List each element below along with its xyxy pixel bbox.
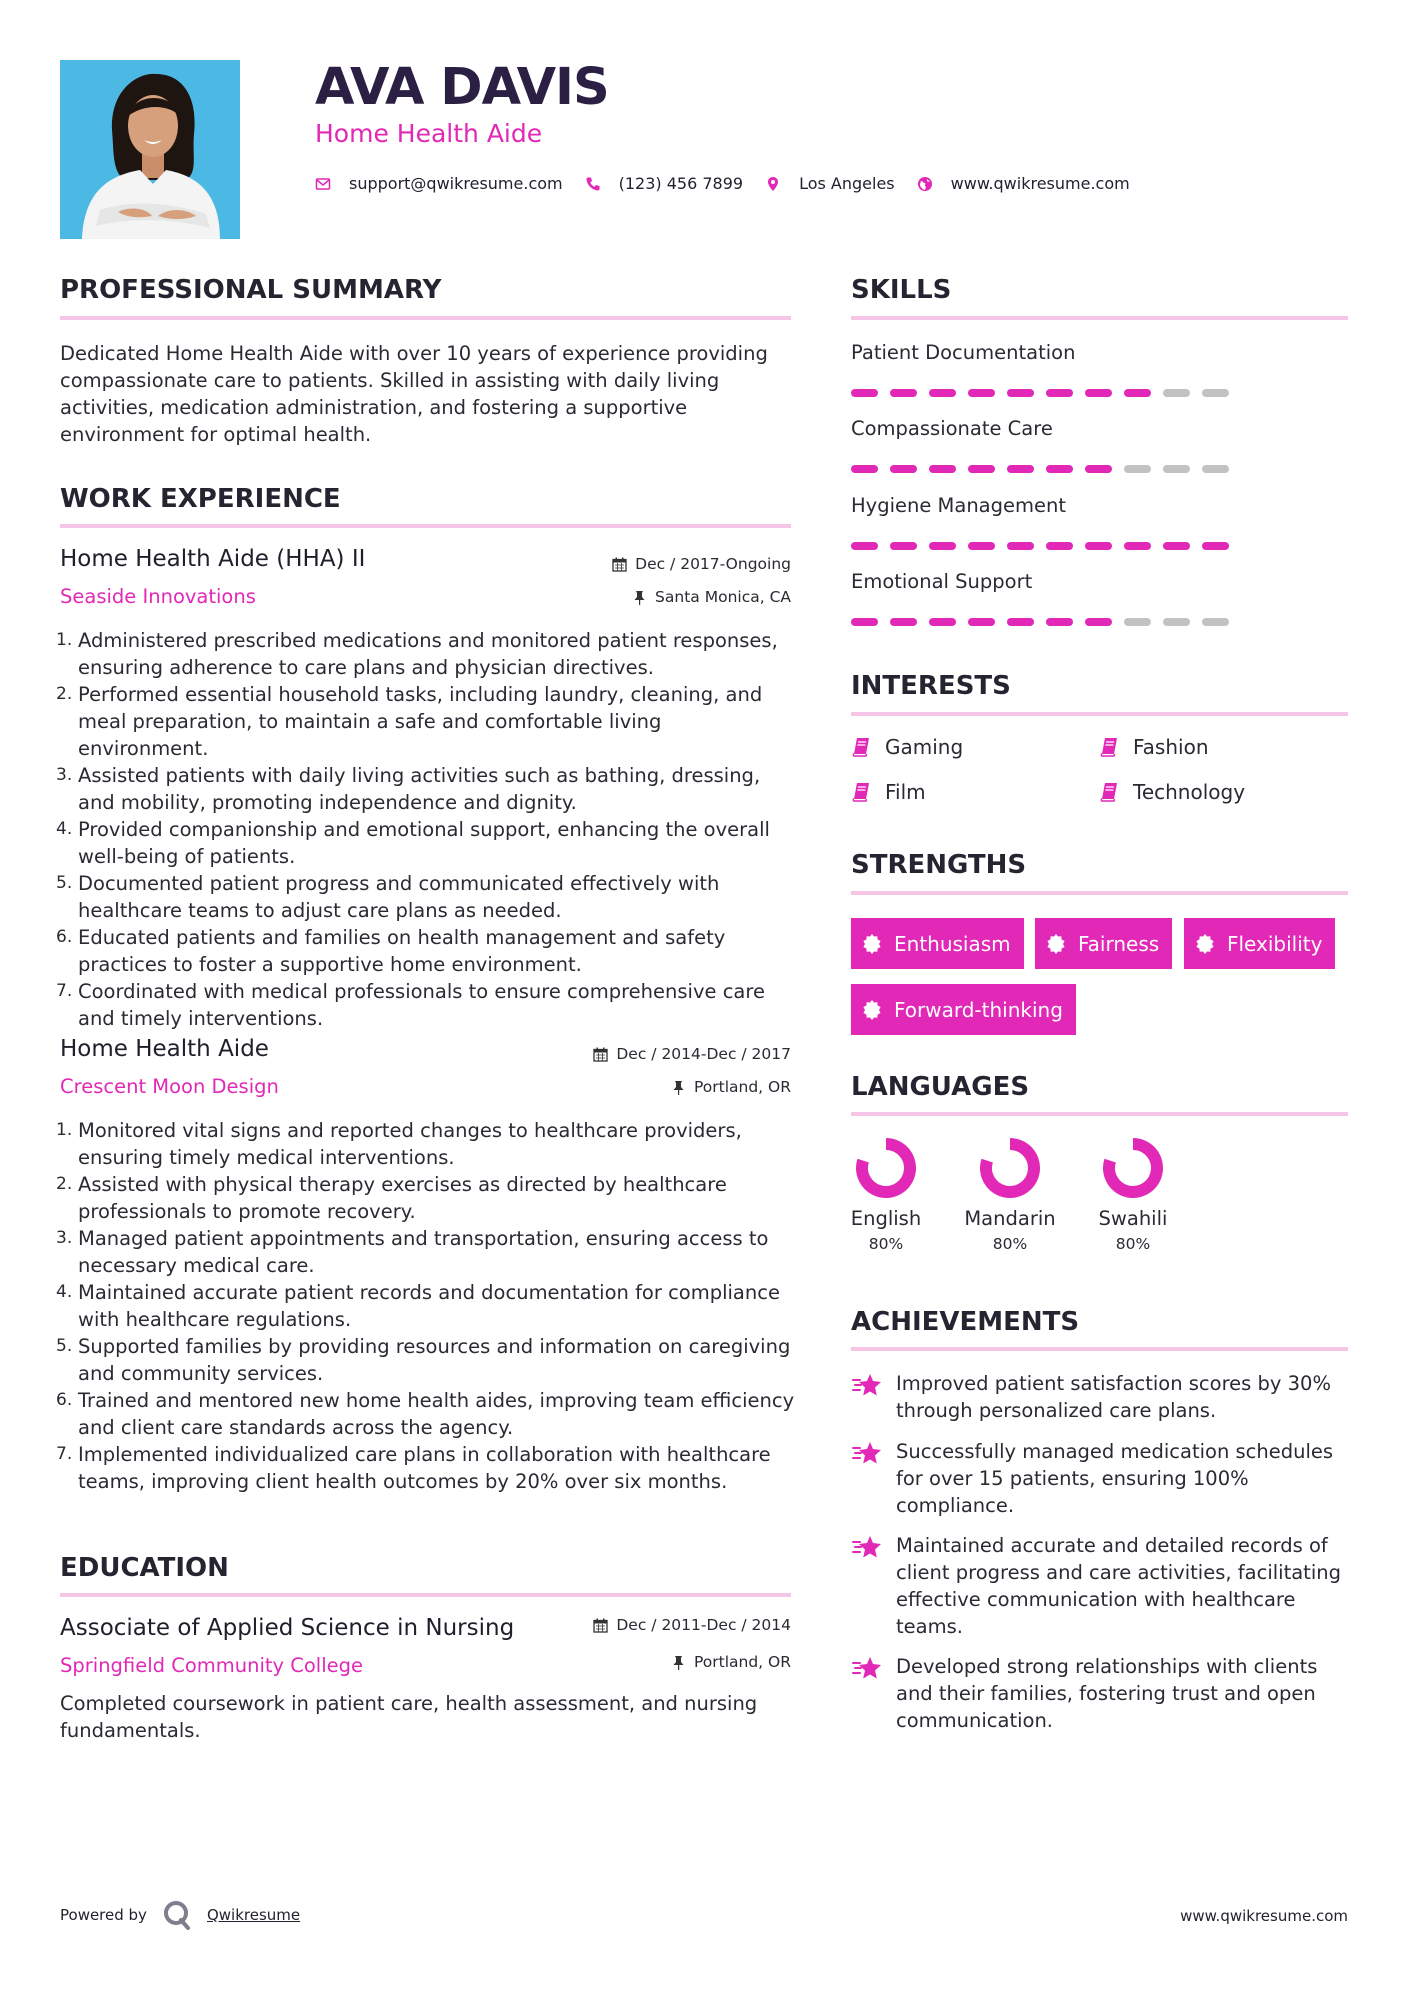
skill-segment-filled: [851, 465, 878, 473]
skill-bar: [851, 542, 1241, 550]
pushpin-icon: [671, 1080, 686, 1095]
strength-chip: Fairness: [1035, 918, 1172, 969]
skills-divider: [851, 316, 1348, 320]
skill-segment-filled: [1007, 618, 1034, 626]
language-item: [1083, 1137, 1183, 1253]
star-award-icon: [851, 1655, 883, 1683]
skill-segment-empty: [1124, 465, 1151, 473]
job-2-duties: [56, 1117, 795, 1495]
interest-item: Fashion: [1099, 735, 1209, 759]
duty-item: 6. Educated patients and families on health management and safety practices to foster a supportive home environment.: [56, 926, 726, 976]
map-pin-icon: [765, 176, 781, 192]
footer-website[interactable]: www.qwikresume.com: [1180, 1907, 1348, 1925]
experience-divider: [60, 524, 791, 528]
language-progress-arc: [986, 1144, 1034, 1192]
qwikresume-logo-icon: [163, 1900, 191, 1930]
badge-icon: [1195, 934, 1215, 954]
skill-segment-filled: [1085, 465, 1112, 473]
skill-bar: [851, 618, 1241, 626]
skill-segment-empty: [1202, 618, 1229, 626]
language-percent: 80%: [992, 1235, 1028, 1253]
skill-segment-empty: [1202, 389, 1229, 397]
duty-item: 2. Performed essential household tasks, including laundry, cleaning, and meal preparation, to maintain a safe and comfortable living environment.: [56, 683, 763, 760]
contact-bar: [315, 174, 1152, 193]
interests-divider: [851, 712, 1348, 716]
skill-segment-filled: [1046, 465, 1073, 473]
skill-segment-filled: [1085, 542, 1112, 550]
pushpin-icon: [632, 590, 647, 605]
website-text: www.qwikresume.com: [950, 174, 1130, 193]
skill-segment-filled: [1124, 389, 1151, 397]
calendar-icon: [593, 1047, 608, 1062]
footer-powered-by: [60, 1900, 300, 1930]
education-heading: EDUCATION: [60, 1553, 229, 1583]
interest-item: Gaming: [851, 735, 963, 759]
job-1-title: Home Health Aide (HHA) II: [60, 546, 366, 572]
calendar-icon: [612, 557, 627, 572]
skill-segment-filled: [968, 389, 995, 397]
languages-divider: [851, 1112, 1348, 1116]
experience-heading: WORK EXPERIENCE: [60, 484, 341, 514]
skill-segment-filled: [1124, 542, 1151, 550]
education-location: [671, 1653, 791, 1671]
job-1-company: Seaside Innovations: [60, 585, 256, 608]
skill-segment-filled: [1046, 542, 1073, 550]
contact-phone[interactable]: [585, 174, 743, 193]
skill-bar: [851, 465, 1241, 473]
skill-segment-filled: [1046, 618, 1073, 626]
badge-icon: [862, 1000, 882, 1020]
candidate-title: Home Health Aide: [315, 119, 543, 148]
education-location-text: Portland, OR: [693, 1653, 791, 1671]
badge-icon: [862, 934, 882, 954]
job-2-location-text: Portland, OR: [693, 1078, 791, 1096]
phone-text: (123) 456 7899: [618, 174, 744, 193]
education-school: Springfield Community College: [60, 1654, 364, 1677]
skill-segment-filled: [1046, 389, 1073, 397]
skill-segment-filled: [851, 389, 878, 397]
powered-by-text: Powered by: [60, 1906, 147, 1924]
language-progress-ring: [1102, 1137, 1164, 1199]
language-name: English: [850, 1207, 922, 1230]
skill-segment-filled: [890, 465, 917, 473]
skill-segment-empty: [1124, 618, 1151, 626]
education-dates: [593, 1616, 791, 1634]
globe-icon: [917, 176, 933, 192]
duty-item: 1. Monitored vital signs and reported changes to healthcare providers, ensuring timely medical interventions.: [56, 1119, 742, 1169]
education-dates-text: Dec / 2011-Dec / 2014: [616, 1616, 791, 1634]
contact-email[interactable]: [315, 174, 563, 193]
contact-website[interactable]: [917, 174, 1130, 193]
education-degree: Associate of Applied Science in Nursing: [60, 1615, 515, 1641]
skill-segment-filled: [890, 389, 917, 397]
skill-segment-filled: [968, 618, 995, 626]
achievements-divider: [851, 1347, 1348, 1351]
skill-name: Patient Documentation: [851, 341, 1076, 364]
achievements-heading: ACHIEVEMENTS: [851, 1307, 1080, 1337]
strengths-heading: STRENGTHS: [851, 850, 1027, 880]
education-description: Completed coursework in patient care, health assessment, and nursing fundamentals.: [60, 1692, 758, 1742]
language-name: Swahili: [1098, 1207, 1168, 1230]
job-1-dates: [612, 555, 791, 573]
skill-name: Compassionate Care: [851, 417, 1053, 440]
book-icon: [1099, 782, 1119, 802]
job-1-dates-text: Dec / 2017-Ongoing: [635, 555, 791, 573]
achievement-item: Successfully managed medication schedules for over 15 patients, ensuring 100% compliance.: [851, 1438, 1351, 1519]
skill-segment-filled: [1007, 465, 1034, 473]
job-1-location-text: Santa Monica, CA: [655, 588, 791, 606]
calendar-icon: [593, 1618, 608, 1633]
language-percent: 80%: [1115, 1235, 1151, 1253]
skill-name: Hygiene Management: [851, 494, 1067, 517]
skill-name: Emotional Support: [851, 570, 1033, 593]
envelope-icon: [315, 176, 331, 192]
skill-segment-filled: [1085, 618, 1112, 626]
job-2-company: Crescent Moon Design: [60, 1075, 279, 1098]
job-1-duties: [56, 627, 795, 1032]
achievement-item: Developed strong relationships with clients and their families, fostering trust and open communication.: [851, 1653, 1351, 1734]
duty-item: 5. Supported families by providing resources and information on caregiving and community services.: [56, 1335, 791, 1385]
strength-chip: Enthusiasm: [851, 918, 1024, 969]
duty-item: 7. Implemented individualized care plans in collaboration with healthcare teams, improving client health outcomes by 20% over six months.: [56, 1443, 771, 1493]
book-icon: [851, 737, 871, 757]
duty-item: 3. Managed patient appointments and transportation, ensuring access to necessary medical care.: [56, 1227, 769, 1277]
skill-segment-filled: [968, 542, 995, 550]
skill-segment-filled: [929, 542, 956, 550]
contact-location: [765, 174, 895, 193]
job-2-dates: [593, 1045, 791, 1063]
skill-segment-filled: [929, 618, 956, 626]
achievement-item: Maintained accurate and detailed records of client progress and care activities, facilitating effective communication with healthcare teams.: [851, 1532, 1351, 1640]
achievement-item: Improved patient satisfaction scores by 30% through personalized care plans.: [851, 1370, 1351, 1424]
skill-segment-filled: [890, 618, 917, 626]
skill-segment-filled: [968, 465, 995, 473]
skill-segment-filled: [851, 618, 878, 626]
skill-segment-filled: [929, 465, 956, 473]
profile-photo: [60, 60, 240, 239]
language-progress-arc: [1109, 1144, 1157, 1192]
skill-segment-filled: [1163, 542, 1190, 550]
strength-chip: Flexibility: [1184, 918, 1335, 969]
duty-item: 2. Assisted with physical therapy exercises as directed by healthcare professionals to promote recovery.: [56, 1173, 727, 1223]
skills-heading: SKILLS: [851, 275, 952, 305]
book-icon: [1099, 737, 1119, 757]
strength-chip: Forward-thinking: [851, 984, 1076, 1035]
skill-segment-filled: [1007, 389, 1034, 397]
skill-segment-empty: [1163, 389, 1190, 397]
pushpin-icon: [671, 1655, 686, 1670]
phone-icon: [585, 176, 601, 192]
duty-item: 7. Coordinated with medical professionals to ensure comprehensive care and timely interventions.: [56, 980, 765, 1030]
star-award-icon: [851, 1372, 883, 1400]
duty-item: 4. Provided companionship and emotional support, enhancing the overall well-being of patients.: [56, 818, 770, 868]
book-icon: [851, 782, 871, 802]
summary-heading: PROFESSIONAL SUMMARY: [60, 275, 442, 305]
duty-item: 3. Assisted patients with daily living activities such as bathing, dressing, and mobility, promoting independence and dignity.: [56, 764, 761, 814]
qwikresume-link[interactable]: Qwikresume: [206, 1906, 301, 1924]
language-progress-arc: [862, 1144, 910, 1192]
languages-heading: LANGUAGES: [851, 1072, 1030, 1102]
email-text: support@qwikresume.com: [349, 174, 563, 193]
language-percent: 80%: [868, 1235, 904, 1253]
summary-text: Dedicated Home Health Aide with over 10 years of experience providing compassionate care to patients. Skilled in assisting with daily living activities, medication administration, and fostering a supportive environment for optimal health.: [60, 342, 768, 446]
language-name: Mandarin: [964, 1207, 1056, 1230]
duty-item: 6. Trained and mentored new home health aides, improving team efficiency and client care standards across the agency.: [56, 1389, 795, 1439]
duty-item: 4. Maintained accurate patient records and documentation for compliance with healthcare regulations.: [56, 1281, 780, 1331]
skill-segment-filled: [1085, 389, 1112, 397]
interests-heading: INTERESTS: [851, 671, 1011, 701]
skill-segment-filled: [851, 542, 878, 550]
duty-item: 1. Administered prescribed medications and monitored patient responses, ensuring adherence to care plans and physician directives.: [56, 629, 778, 679]
location-text: Los Angeles: [799, 174, 895, 193]
job-1-location: [632, 588, 791, 606]
skill-segment-filled: [1007, 542, 1034, 550]
badge-icon: [1046, 934, 1066, 954]
skill-segment-empty: [1163, 618, 1190, 626]
skill-segment-filled: [890, 542, 917, 550]
language-item: [960, 1137, 1060, 1253]
job-2-title: Home Health Aide: [60, 1036, 269, 1062]
skill-segment-filled: [1202, 542, 1229, 550]
interest-item: Technology: [1099, 780, 1245, 804]
candidate-name: AVA DAVIS: [315, 58, 609, 117]
star-award-icon: [851, 1534, 883, 1562]
summary-divider: [60, 316, 791, 320]
job-2-location: [671, 1078, 791, 1096]
job-2-dates-text: Dec / 2014-Dec / 2017: [616, 1045, 791, 1063]
language-progress-ring: [979, 1137, 1041, 1199]
skill-bar: [851, 389, 1241, 397]
education-divider: [60, 1593, 791, 1597]
star-award-icon: [851, 1440, 883, 1468]
interest-item: Film: [851, 780, 926, 804]
skill-segment-empty: [1163, 465, 1190, 473]
duty-item: 5. Documented patient progress and communicated effectively with healthcare teams to adjust care plans as needed.: [56, 872, 720, 922]
skill-segment-empty: [1202, 465, 1229, 473]
skill-segment-filled: [929, 389, 956, 397]
language-progress-ring: [855, 1137, 917, 1199]
language-item: [836, 1137, 936, 1253]
strengths-divider: [851, 891, 1348, 895]
